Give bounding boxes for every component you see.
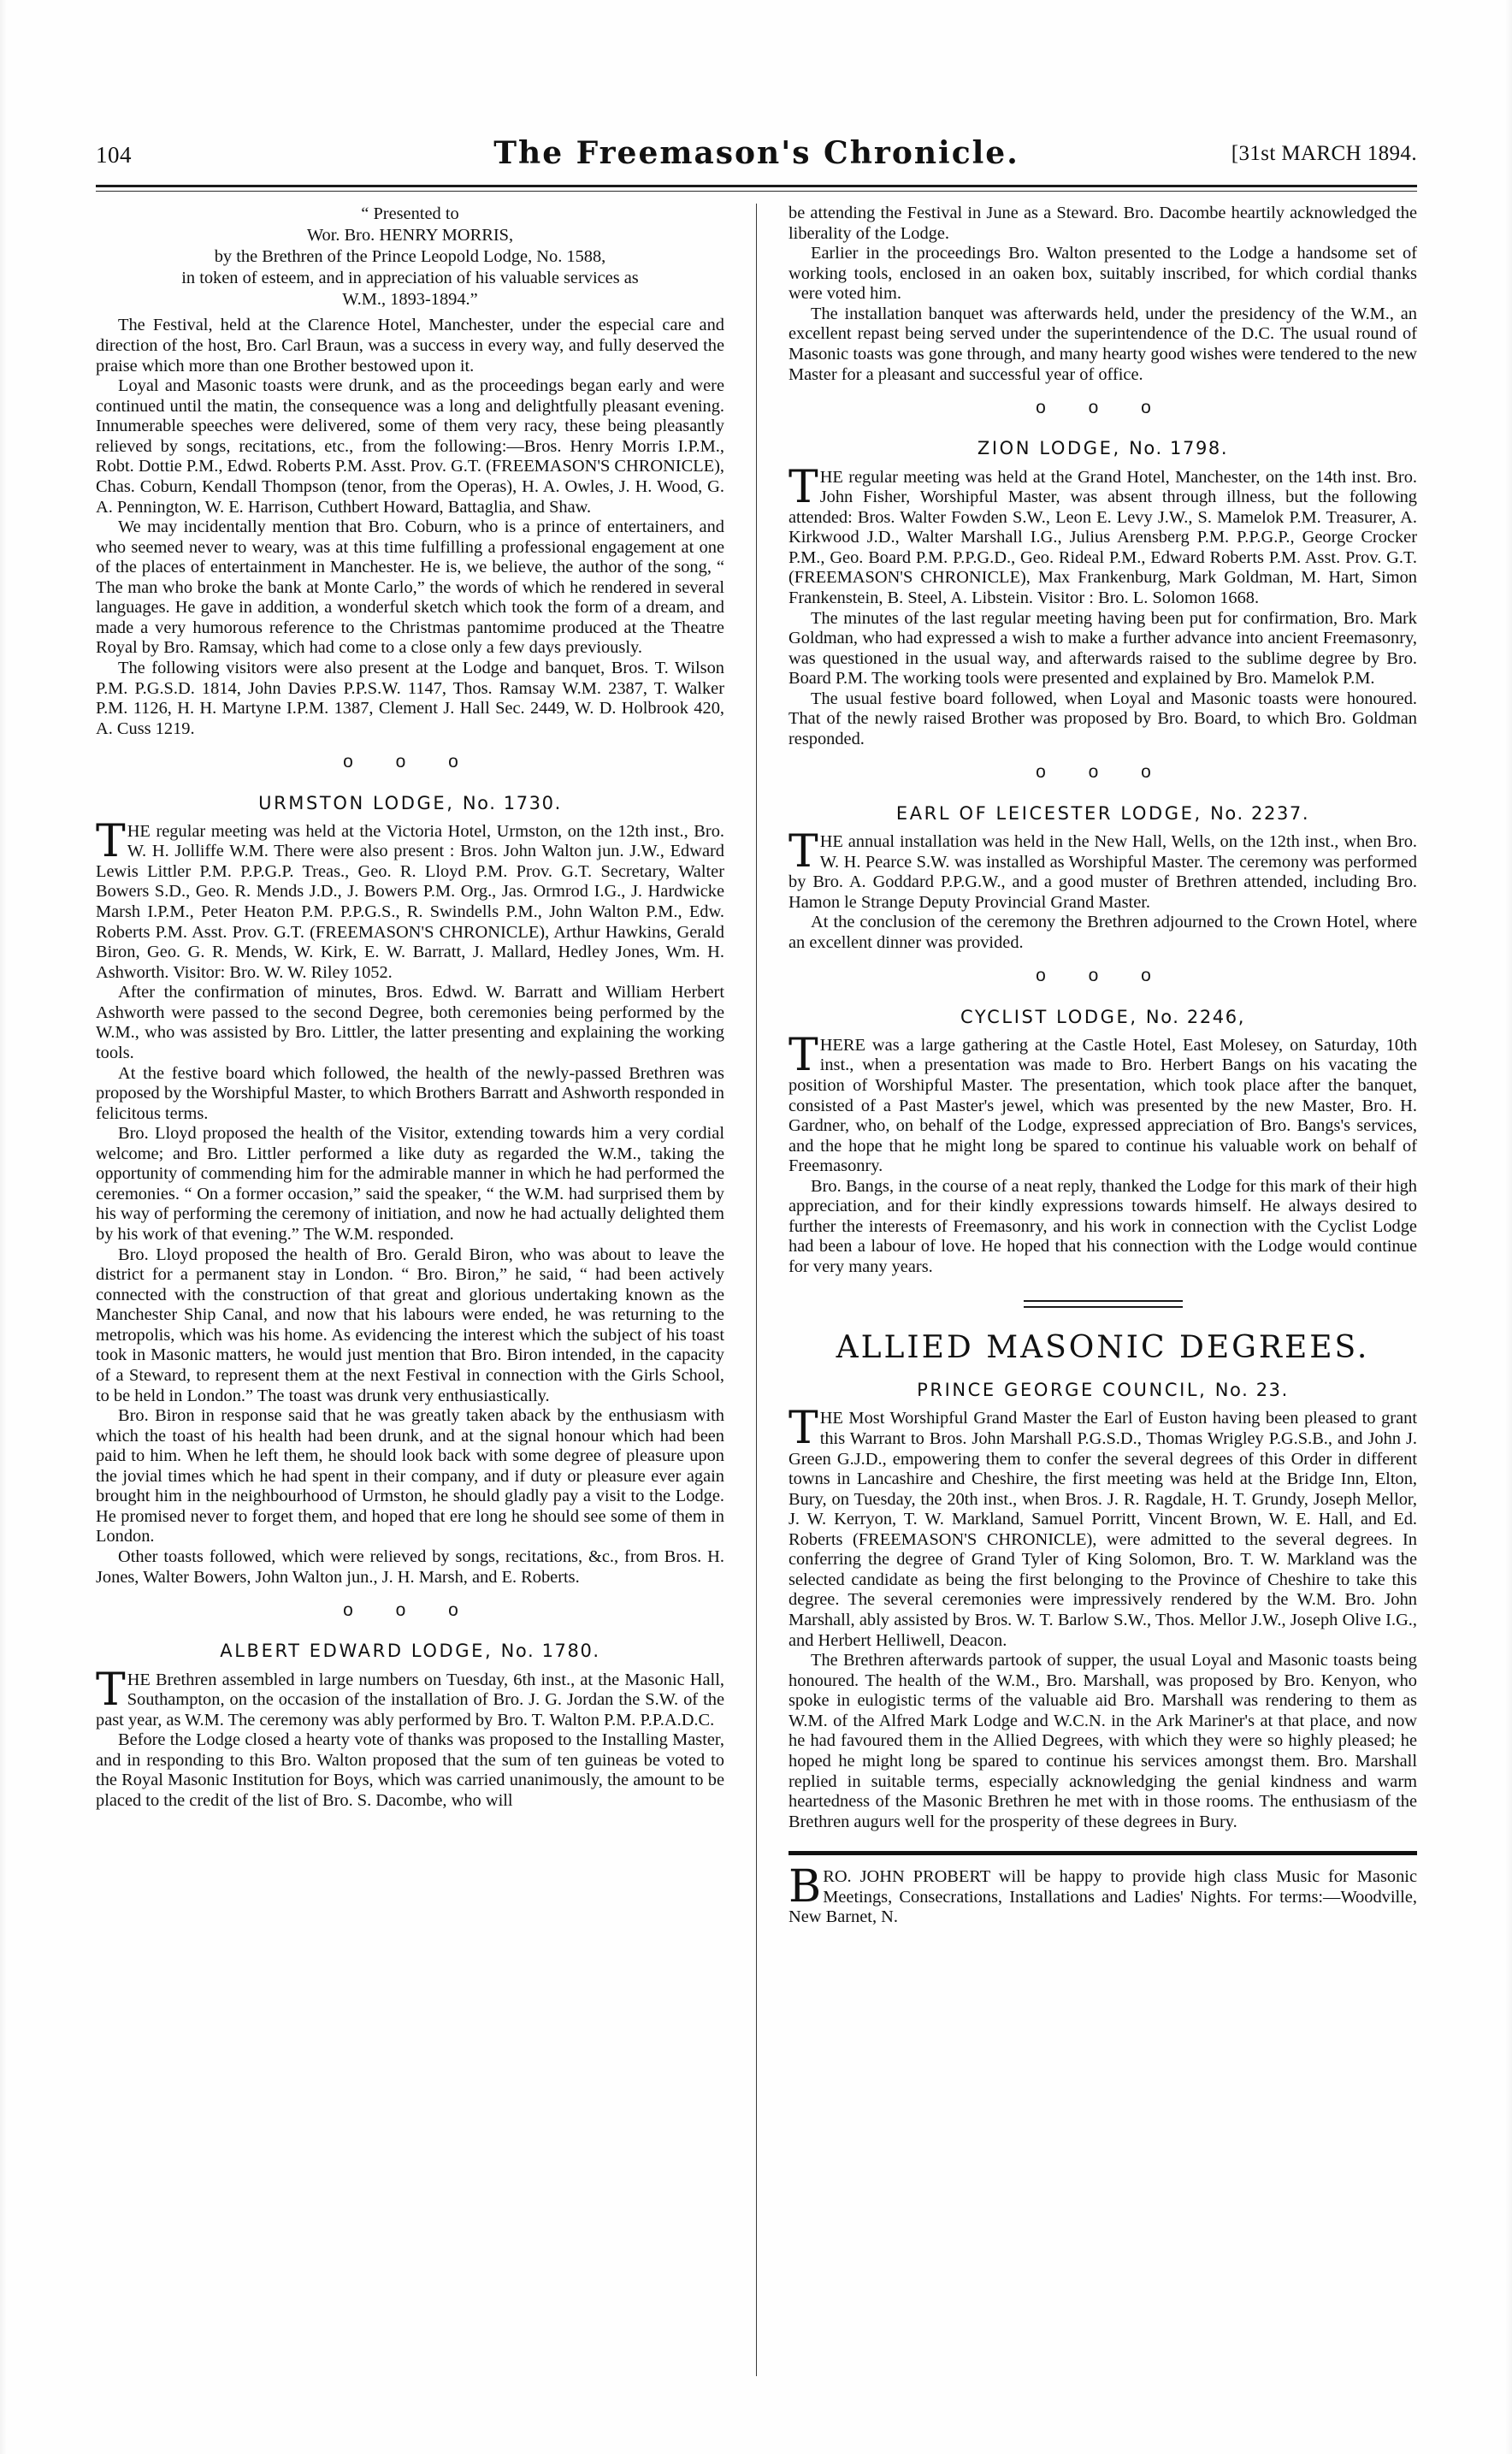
lodge-number: No. 2237. xyxy=(1210,802,1310,824)
lodge-number: No. 2246, xyxy=(1145,1006,1245,1027)
lodge-number: No. 1730. xyxy=(462,792,562,813)
section-divider-double-rule xyxy=(1024,1300,1183,1308)
albert-edward-p1-text: HE Brethren assembled in large numbers on Tuesday, 6th inst., at the Masonic Hall, Southampton, on the occasion of the installation of Bro. J. G. Jordan the S.W. of the past year, as W.M. The ceremony was ably performed by Bro. T. Walton P.M. P.P.A.D.C. xyxy=(96,1670,724,1730)
presentation-inscription xyxy=(96,204,724,310)
scan-edge-right xyxy=(1505,0,1512,2454)
paragraph-visitors: The following visitors were also present at the Lodge and banquet, Bros. T. Wilson P.M. P.G.S.D. 1814, John Davies P.P.S.W. 1147, Thos. Ramsay W.M. 2387, T. Walker P.M. 1126, H. H. Martyne I.P.M. 1387, Clement J. Hall Sec. 2449, W. D. Holbrook 420, A. Cuss 1219. xyxy=(96,659,724,738)
inscription-line-5: W.M., 1893-1894.” xyxy=(342,289,478,309)
lodge-name: ALBERT EDWARD LODGE, xyxy=(220,1641,493,1662)
advertisement-rule xyxy=(788,1851,1417,1855)
continued-paragraph-1: be attending the Festival in June as a Steward. Bro. Dacombe heartily acknowledged the liberality of the Lodge. xyxy=(788,204,1417,243)
heading-allied-masonic-degrees: ALLIED MASONIC DEGREES. xyxy=(836,1329,1370,1365)
section-ornament-4: o o o xyxy=(1036,762,1170,783)
allied-paragraph-1 xyxy=(788,1403,1417,1651)
earl-paragraph-2: At the conclusion of the ceremony the Brethren adjourned to the Crown Hotel, where an excellent dinner was provided. xyxy=(788,913,1417,952)
drop-cap: T xyxy=(788,1403,818,1455)
zion-paragraph-1 xyxy=(788,461,1417,609)
urmston-paragraph-5: Bro. Lloyd proposed the health of Bro. Gerald Biron, who was about to leave the district for a permanent stay in London. “ Bro. Biron,” he said, “ had been actively connected with the construction of that great and glorious undertaking known as the Manchester Ship Canal, and now that his labours were ended, he was returning to the metropolis, which was his home. As evidencing the interest which the subject of his toast took in Masonic matters, he would just mention that Bro. Biron intended, in the capacity of a Steward, to represent them at the next Festival in connection with the Girls School, to be held in London.” The toast was drunk very enthusiastically. xyxy=(96,1245,724,1405)
section-ornament: o o o xyxy=(343,752,477,772)
header-rule xyxy=(96,185,1417,187)
heading-prince-george-council xyxy=(788,1370,1417,1409)
allied-paragraph-2: The Brethren afterwards partook of supper, the usual Loyal and Masonic toasts being honoured. The health of the W.M., Bro. Marshall, was proposed by Bro. Kenyon, who spoke in eulogistic terms of the valuable aid Bro. Marshall was rendering to them as W.M. of the Alfred Mark Lodge and W.C.N. in the Ark Mariner's at that place, and now he had favoured them in the Allied Degrees, with which they were so highly pleased; he hoped he might long be spared to continue his services amongst them. Bro. Marshall replied in suitable terms, especially acknowledging the genial kindness and warm heartedness of the Masonic Brethren he met with in those rooms. The enthusiasm of the Brethren augurs well for the prosperity of these degrees in Bury. xyxy=(788,1651,1417,1831)
heading-earl-of-leicester-lodge xyxy=(788,794,1417,832)
drop-cap: T xyxy=(96,1664,126,1716)
lodge-number: No. 1780. xyxy=(500,1641,600,1662)
inscription-line-2: Wor. Bro. HENRY MORRIS, xyxy=(306,225,514,245)
earl-paragraph-1 xyxy=(788,825,1417,913)
drop-cap: T xyxy=(788,825,818,878)
continued-paragraph-3: The installation banquet was afterwards held, under the presidency of the W.M., an excellent repast being served under the superintendence of the D.C. The usual round of Masonic toasts was gone through, and many hearty good wishes were tendered to the new Master for a pleasant and successful year of office. xyxy=(788,304,1417,384)
running-head xyxy=(96,135,1417,180)
lodge-name: EARL OF LEICESTER LODGE, xyxy=(895,802,1202,824)
lodge-name: ZION LODGE, xyxy=(977,438,1121,459)
allied-p1-text: HE Most Worshipful Grand Master the Earl of Euston having been pleased to grant this Warrant to Bros. John Marshall P.G.S.D., Thomas Wrigley P.G.S.B., and John J. Green G.J.D., empowering them to confer the several degrees of this Order in different towns in Lancashire and Cheshire, the first meeting was held at the Bridge Inn, Elton, Bury, on Tuesday, the 20th inst., when Bros. J. R. Ragdale, H. T. Grundy, Joseph Mellor, J. W. Kerryon, T. W. Markland, Samuel Porritt, Vincent Brown, W. E. Hall, and Ed. Roberts (FREEMASON'S CHRONICLE), were admitted to the several degrees. In conferring the degree of Grand Tyler of King Solomon, Bro. T. W. Markland was the selected candidate as being the first belonging to the Province of Cheshire to take this degree. The several ceremonies were impressively rendered by the W.M. Bro. John Marshall, ably assisted by Bros. W. T. Barlow S.W., Thos. Mellor J.W., Joseph Olive I.G., and Herbert Helliwell, Deacon. xyxy=(788,1409,1417,1650)
urmston-paragraph-4: Bro. Lloyd proposed the health of the Visitor, extending towards him a very cordial welcome; and Bro. Littler performed a like duty as regarded the W.M., taking the opportunity of commending him for the admirable manner in which he had performed the ceremonies. “ On a former occasion,” said the speaker, “ the W.M. had surprised them by his way of performing the ceremony of initiation, and now he had actually delighted them by his work of that evening.” The W.M. responded. xyxy=(96,1124,724,1245)
column-left xyxy=(96,204,724,2393)
urmston-paragraph-7: Other toasts followed, which were relieved by songs, recitations, &c., from Bros. H. Jones, Walter Bowers, John Walton jun., J. H. Marsh, and E. Roberts. xyxy=(96,1547,724,1587)
zion-paragraph-3: The usual festive board followed, when Loyal and Masonic toasts were honoured. That of the newly raised Brother was proposed by Bro. Board, to which Bro. Goldman responded. xyxy=(788,689,1417,748)
cyclist-paragraph-1 xyxy=(788,1029,1417,1177)
heading-cyclist-lodge xyxy=(788,997,1417,1036)
page-number: 104 xyxy=(96,142,132,168)
albert-edward-paragraph-1 xyxy=(96,1664,724,1731)
urmston-p1-text: HE regular meeting was held at the Victoria Hotel, Urmston, on the 12th inst., Bro. W. H. Jolliffe W.M. There were also present : Bros. John Walton jun. J.W., Edward Lewis Littler P.M. P.P.G.P. Treas., Geo. R. Lloyd P.M. Prov. G.T. Secretary, Walter Bowers S.D., Geo. R. Mends J.D., J. Bowers P.M. Org., Jas. Ormrod I.G., J. Hardwicke Marsh I.P.M., Peter Heaton P.M. P.P.G.S., R. Swindells P.M., John Walton P.M., Edw. Roberts P.M. Asst. Prov. G.T. (FREEMASON'S CHRONICLE), Arthur Hawkins, Gerald Biron, Geo. G. R. Mends, W. Kirk, E. W. Barratt, J. Mallard, Hedley Jones, Wm. H. Ashworth. Visitor: Bro. W. W. Riley 1052. xyxy=(96,821,724,982)
section-ornament-3: o o o xyxy=(1036,398,1170,418)
urmston-paragraph-6: Bro. Biron in response said that he was greatly taken aback by the enthusiasm with which the toast of his health had been drunk, and at the signal honour which had been paid to him. When he left them, he should look back with some degree of pleasure upon the jovial times which he had spent in their company, and if duty or pleasure ever again brought him in the neighbourhood of Urmston, he should gladly pay a visit to the Lodge. He promised never to forget them, and hoped that ere long he should see some of them in London. xyxy=(96,1406,724,1546)
lodge-name: CYCLIST LODGE, xyxy=(960,1006,1138,1027)
cyclist-paragraph-2: Bro. Bangs, in the course of a neat reply, thanked the Lodge for this mark of their high appreciation, and for their kindly expressions towards himself. He always desired to further the interests of Freemasonry, and his work in connection with the Cyclist Lodge had been a labour of love. He hoped that his connection with the Lodge would continue for very many years. xyxy=(788,1176,1417,1276)
column-grid xyxy=(96,204,1417,2393)
council-number: No. 23. xyxy=(1214,1380,1289,1401)
heading-zion-lodge xyxy=(788,429,1417,467)
urmston-paragraph-3: At the festive board which followed, the health of the newly-passed Brethren was proposed by the Worshipful Master, to which Brothers Barratt and Ashworth responded in felicitous terms. xyxy=(96,1063,724,1123)
zion-p1-text: HE regular meeting was held at the Grand Hotel, Manchester, on the 14th inst. Bro. John Fisher, Worshipful Master, was absent through illness, but the following attended: Bros. Walter Fowden S.W., Leon E. Levy J.W., S. Mamelok P.M. Treasurer, A. Kirkwood J.D., Walter Marshall I.G., Julius Arensberg P.M. P.P.G.P., George Crocker P.M., Geo. Board P.M. P.P.G.D., Geo. Rideal P.M., Edward Roberts P.M. Asst. Prov. G.T. (FREEMASON'S CHRONICLE), Max Frankenburg, Mark Goldman, M. Hart, Simon Frankenstein, B. Steel, A. Libstein. Visitor : Bro. L. Solomon 1668. xyxy=(788,467,1417,607)
inscription-line-3: by the Brethren of the Prince Leopold Lodge, No. 1588, xyxy=(214,246,606,266)
zion-paragraph-2: The minutes of the last regular meeting having been put for confirmation, Bro. Mark Goldman, who had expressed a wish to make a further advance into ancient Freemasonry, was questioned in the usual way, and afterwards raised to the sublime degree by Bro. Board P.M. The working tools were presented and explained by Bro. Mamelok P.M. xyxy=(788,608,1417,689)
heading-urmston-lodge xyxy=(96,784,724,822)
cyclist-p1-text: HERE was a large gathering at the Castle Hotel, East Molesey, on Saturday, 10th inst., when a presentation was made to Bro. Herbert Bangs on his vacating the position of Worshipful Master. The presentation, which took place after the banquet, consisted of a Past Master's jewel, which was presented by the new Master, Bro. H. Gardner, who, on behalf of the Lodge, expressed appreciation of Bro. Bangs's services, and the hope that he might long be spared to continue his valuable work on behalf of Freemasonry. xyxy=(788,1035,1417,1176)
albert-edward-paragraph-2: Before the Lodge closed a hearty vote of thanks was proposed to the Installing Master, and in responding to this Bro. Walton proposed that the sum of ten guineas be voted to the Royal Masonic Institution for Boys, which was carried unanimously, the amount to be placed to the credit of the list of Bro. S. Dacombe, who will xyxy=(96,1730,724,1811)
drop-cap: T xyxy=(788,1029,818,1081)
publication-title: The Freemason's Chronicle. xyxy=(493,135,1019,171)
council-name: PRINCE GEORGE COUNCIL, xyxy=(917,1380,1208,1401)
drop-cap: B xyxy=(788,1861,822,1913)
lodge-number: No. 1798. xyxy=(1129,438,1229,459)
inscription-line-1: “ Presented to xyxy=(361,204,459,223)
section-ornament-2: o o o xyxy=(343,1600,477,1621)
column-right xyxy=(788,204,1417,2393)
paragraph-coburn: We may incidentally mention that Bro. Coburn, who is a prince of entertainers, and who seemed never to weary, was at this time fulfilling a professional engagement at one of the places of entertainment in Manchester. He is, we believe, the author of the song, “ The man who broke the bank at Monte Carlo,” the words of which he rendered in several languages. He gave in addition, a wonderful sketch which took the form of a dream, and made a very humorous reference to the Christmas pantomime produced at the Theatre Royal by Bro. Ramsay, which had come to a close only a few days previously. xyxy=(96,517,724,658)
earl-p1-text: HE annual installation was held in the New Hall, Wells, on the 12th inst., when Bro. W. H. Pearce S.W. was installed as Worshipful Master. The ceremony was performed by Bro. A. Goddard P.P.G.W., and a good muster of Brethren attended, including Bro. Hamon le Strange Deputy Provincial Grand Master. xyxy=(788,831,1417,912)
paragraph-festival: The Festival, held at the Clarence Hotel, Manchester, under the especial care and direction of the host, Bro. Carl Braun, was a success in every way, and fully deserved the praise which more than one Brother bestowed upon it. xyxy=(96,316,724,375)
paragraph-toasts: Loyal and Masonic toasts were drunk, and as the proceedings began early and were continued until the matin, the consequence was a long and delightfully pleasant evening. Innumerable speeches were delivered, some of them very racy, these being pleasantly relieved by songs, recitations, etc., from the following:—Bros. Henry Morris I.P.M., Robt. Dottie P.M., Edwd. Roberts P.M. Asst. Prov. G.T. (FREEMASON'S CHRONICLE), Chas. Coburn, Kendall Thompson (tenor, from the Operas), H. A. Owles, J. H. Wood, G. A. Pennington, W. E. Harrison, Cuthbert Howard, Battaglia, and Shaw. xyxy=(96,376,724,517)
urmston-paragraph-1 xyxy=(96,815,724,984)
continued-paragraph-2: Earlier in the proceedings Bro. Walton presented to the Lodge a handsome set of working tools, enclosed in an oaken box, suitably inscribed, for which cordial thanks were voted him. xyxy=(788,244,1417,304)
column-divider-rule xyxy=(756,204,757,2376)
issue-date: [31st MARCH 1894. xyxy=(1231,142,1417,165)
advertisement-probert xyxy=(788,1861,1417,1928)
advertisement-text: RO. JOHN PROBERT will be happy to provide high class Music for Masonic Meetings, Consecrations, Installations and Ladies' Nights. For terms:—Woodville, New Barnet, N. xyxy=(788,1867,1417,1927)
drop-cap: T xyxy=(96,815,126,867)
heading-albert-edward-lodge xyxy=(96,1631,724,1670)
inscription-line-4: in token of esteem, and in appreciation of his valuable services as xyxy=(181,268,639,287)
urmston-paragraph-2: After the confirmation of minutes, Bros. Edwd. W. Barratt and William Herbert Ashworth were passed to the second Degree, both ceremonies being performed by the W.M., who was assisted by Bro. Littler, the latter presenting and explaining the working tools. xyxy=(96,983,724,1062)
drop-cap: T xyxy=(788,461,818,513)
section-ornament-5: o o o xyxy=(1036,966,1170,986)
scan-edge-left xyxy=(0,0,7,2454)
lodge-name: URMSTON LODGE, xyxy=(258,792,455,813)
